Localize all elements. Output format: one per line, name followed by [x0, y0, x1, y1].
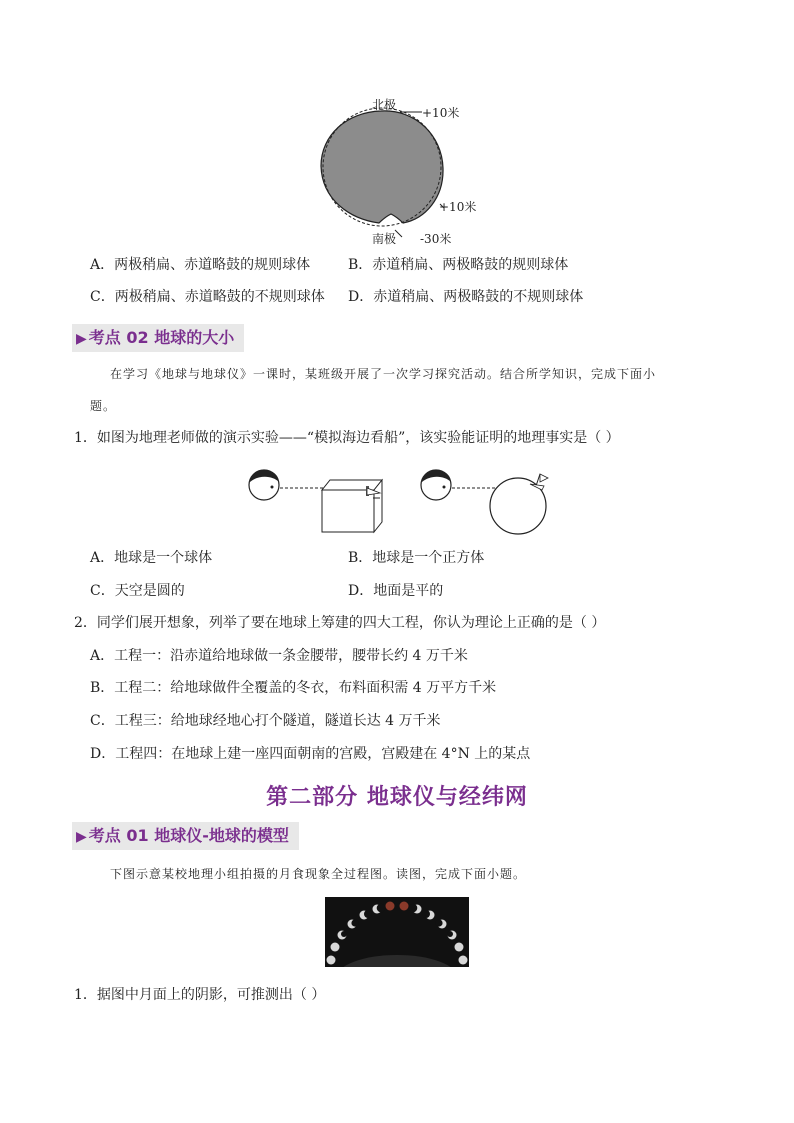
- triangle-icon: ▶: [76, 829, 87, 845]
- passage-intro: 在学习《地球与地球仪》一课时，某班级开展了一次学习探究活动。结合所学知识，完成下面小: [110, 367, 657, 381]
- passage-intro-cont: 题。: [90, 399, 117, 413]
- section-header-size: [72, 324, 244, 352]
- earth-shape-figure: [300, 92, 490, 250]
- annot-bottom: -30米: [420, 232, 452, 246]
- part-two-title: 第二部分 地球仪与经纬网: [266, 785, 528, 810]
- ship-experiment-figure: [240, 460, 560, 535]
- q1-option-d[interactable]: D．地面是平的: [348, 583, 444, 599]
- section-header-globe: [72, 822, 299, 850]
- ship-experiment-svg: [240, 460, 560, 535]
- north-pole-label: 北极: [372, 98, 397, 112]
- question-2-stem: 2．同学们展开想象，列举了要在地球上筹建的四大工程，你认为理论上正确的是（ ）: [74, 615, 606, 631]
- q1-option-a[interactable]: A．地球是一个球体: [90, 550, 213, 566]
- lunar-eclipse-svg: [325, 897, 469, 967]
- option-d[interactable]: D．赤道稍扁、两极略鼓的不规则球体: [348, 289, 584, 305]
- q2-option-c[interactable]: C．工程三：给地球经地心打个隧道，隧道长达 4 万千米: [90, 713, 441, 729]
- leader-bottom: [395, 230, 402, 237]
- question-3-stem: 1．据图中月面上的阴影，可推测出（ ）: [74, 987, 326, 1003]
- triangle-icon: ▶: [76, 331, 87, 347]
- south-pole-label: 南极: [372, 232, 397, 246]
- q2-option-b[interactable]: B．工程二：给地球做件全覆盖的冬衣，布料面积需 4 万平方千米: [90, 680, 497, 696]
- q1-option-b[interactable]: B．地球是一个正方体: [348, 550, 485, 566]
- q1-option-c[interactable]: C．天空是圆的: [90, 583, 185, 599]
- annot-right: +10米: [439, 200, 477, 214]
- q2-option-d[interactable]: D．工程四：在地球上建一座四面朝南的宫殿，宫殿建在 4°N 上的某点: [90, 746, 531, 762]
- earth-body: [321, 111, 443, 223]
- lunar-eclipse-photo: [325, 897, 469, 967]
- annot-top: +10米: [422, 106, 460, 120]
- passage-eclipse: 下图示意某校地理小组拍摄的月食现象全过程图。读图，完成下面小题。: [110, 867, 527, 881]
- section-title: 考点 02 地球的大小: [88, 328, 235, 347]
- observer-right-icon: [421, 470, 451, 500]
- option-a[interactable]: A．两极稍扁、赤道略鼓的规则球体: [90, 257, 311, 273]
- option-b[interactable]: B．赤道稍扁、两极略鼓的规则球体: [348, 257, 569, 273]
- q2-option-a[interactable]: A．工程一：沿赤道给地球做一条金腰带，腰带长约 4 万千米: [90, 648, 468, 664]
- section-title: 考点 01 地球仪-地球的模型: [88, 826, 289, 845]
- observer-left-icon: [249, 470, 279, 500]
- option-c[interactable]: C．两极稍扁、赤道略鼓的不规则球体: [90, 289, 325, 305]
- question-1-stem: 1．如图为地理老师做的演示实验——“模拟海边看船”，该实验能证明的地理事实是（ ）: [74, 430, 620, 446]
- sphere-icon: [490, 474, 548, 534]
- cube-icon: [322, 480, 382, 532]
- earth-shape-svg: [300, 92, 490, 250]
